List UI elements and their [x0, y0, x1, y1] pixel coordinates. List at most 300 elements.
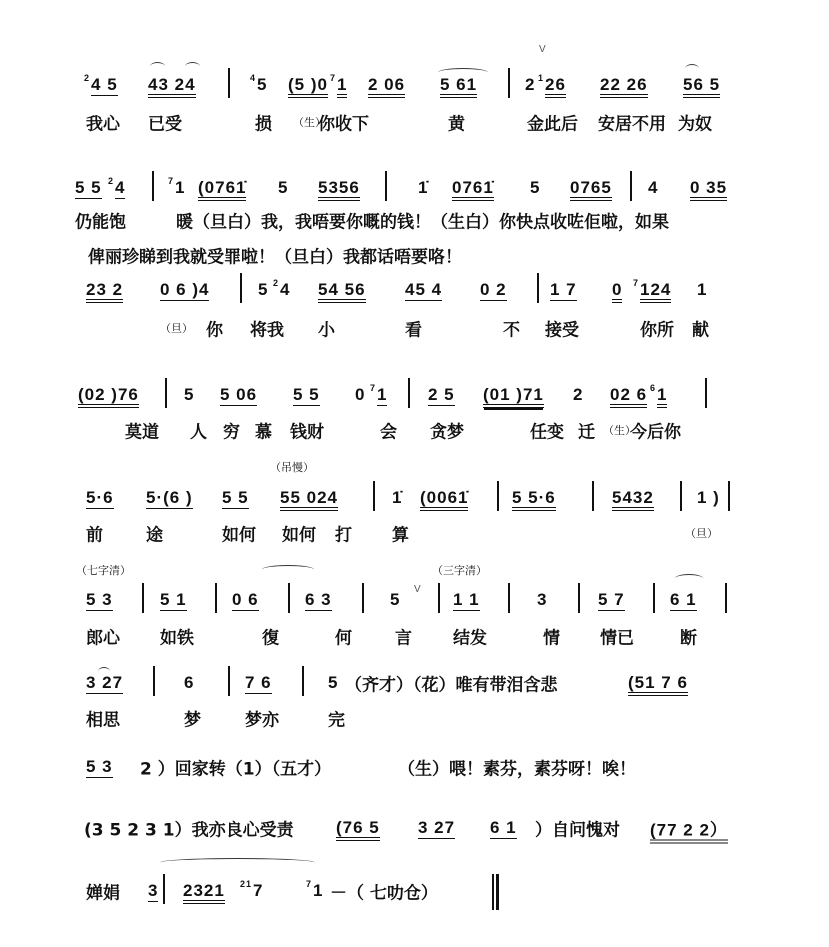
note-group	[453, 590, 480, 610]
note-group	[245, 673, 272, 693]
bar-line	[508, 68, 510, 98]
lyric-text	[88, 243, 462, 268]
slur-mark	[675, 574, 703, 583]
segment-text: 0 2	[480, 280, 507, 299]
segment-text: 45 4	[405, 280, 443, 299]
segment-text: （生）喂！素芬，素芬呀！唉！	[398, 759, 636, 780]
lyric-text	[160, 624, 194, 649]
segment-text: 打	[335, 525, 352, 546]
grace-note: 7	[306, 879, 313, 889]
segment-text: (3 5 2 3 1）我亦良心受责	[84, 820, 294, 841]
segment-text: 3	[537, 590, 548, 609]
segment-text: 梦亦	[245, 710, 279, 731]
segment-text: 5 7	[598, 590, 625, 609]
lyric-text	[176, 208, 669, 233]
bar-line	[302, 666, 304, 696]
segment-text: 5 3	[86, 590, 113, 609]
note-group	[525, 75, 535, 95]
lyric-text	[685, 525, 718, 541]
bar-line	[438, 583, 440, 613]
note-group	[483, 385, 544, 405]
note-group	[306, 881, 323, 901]
segment-text: 结发	[453, 628, 487, 649]
segment-text: 5 5·6	[512, 488, 556, 511]
bar-line	[680, 481, 682, 511]
bar-line	[163, 874, 165, 904]
segment-text: 黄	[448, 114, 465, 135]
lyric-text	[290, 418, 324, 443]
segment-text: 钱财	[290, 422, 324, 443]
segment-text: 1	[697, 280, 708, 299]
segment-text: 我心	[86, 114, 120, 135]
segment-text: 途	[146, 525, 163, 546]
note-group	[330, 75, 347, 95]
note-group	[240, 881, 263, 901]
grace-note: 2	[273, 278, 280, 288]
segment-text: (01 )71	[483, 385, 544, 408]
lyric-text	[255, 418, 272, 443]
note-group	[86, 280, 123, 300]
segment-text: 5 3	[86, 757, 113, 776]
segment-text: 3 27	[86, 673, 124, 692]
slur-mark	[438, 68, 488, 77]
segment-text: (0761̇	[198, 178, 246, 201]
note-group	[633, 280, 671, 300]
note-group	[222, 488, 249, 508]
lyric-text	[640, 316, 674, 341]
segment-text: 完	[328, 710, 345, 731]
segment-text: 安居不用	[598, 114, 666, 135]
bar-line	[153, 666, 155, 696]
segment-text: 你	[206, 320, 223, 341]
segment-text: 如铁	[160, 628, 194, 649]
lyric-text	[335, 521, 352, 546]
segment-text: 54 56	[318, 280, 366, 303]
segment-text: 0765	[570, 178, 612, 201]
bar-line	[630, 171, 632, 201]
note-group	[86, 757, 113, 777]
breath-mark-icon: V	[414, 584, 421, 595]
note-group	[420, 488, 468, 508]
grace-note: 2	[84, 73, 91, 83]
segment-text: 1 1	[453, 590, 480, 609]
segment-text: 今后你	[630, 422, 681, 443]
segment-text: （齐才）（花）唯有带泪含悲	[345, 675, 558, 696]
segment-text: 2	[573, 385, 584, 404]
note-group	[288, 75, 328, 95]
note-group	[537, 590, 547, 610]
bar-line	[228, 68, 230, 98]
note-group	[612, 280, 622, 300]
note-group	[490, 818, 517, 838]
note-group	[390, 590, 400, 610]
bar-line	[578, 583, 580, 613]
lyric-text	[282, 521, 316, 546]
note-group	[405, 280, 442, 300]
note-group	[650, 385, 667, 405]
segment-text: 6	[184, 673, 195, 692]
segment-text: 1	[377, 385, 388, 404]
note-group	[628, 673, 688, 693]
lyric-text	[678, 110, 712, 135]
lyric-text	[86, 706, 120, 731]
note-group	[305, 590, 332, 610]
segment-text: 你所	[640, 320, 674, 341]
segment-text: 1	[657, 385, 667, 408]
segment-text: 1	[337, 75, 347, 98]
segment-text: 献	[692, 320, 709, 341]
segment-text: 7 6	[245, 673, 272, 692]
segment-text: －（ 七叻仓）	[330, 883, 438, 904]
segment-text: 4	[280, 280, 291, 299]
note-group	[610, 385, 647, 405]
note-group	[612, 488, 654, 508]
grace-note: 7	[330, 73, 337, 83]
lyric-text	[125, 418, 159, 443]
segment-text: 人	[190, 422, 207, 443]
lyric-text	[543, 624, 560, 649]
segment-text: 4	[648, 178, 659, 197]
lyric-text	[222, 521, 256, 546]
segment-text: (5 )0	[288, 75, 328, 98]
bar-line	[385, 171, 387, 201]
segment-text: 损	[255, 114, 272, 135]
lyric-text	[448, 110, 465, 135]
note-group	[355, 385, 365, 405]
note-group	[148, 75, 196, 95]
grace-note: 7	[633, 278, 640, 288]
lyric-text	[335, 624, 352, 649]
segment-text: (77 2 2）	[650, 821, 728, 844]
segment-text: 0	[612, 280, 622, 303]
segment-text: 迁	[578, 422, 595, 443]
segment-text: （生）	[293, 116, 326, 129]
note-group	[250, 75, 267, 95]
note-group	[550, 280, 577, 300]
lyric-text	[630, 418, 681, 443]
segment-text: 莫道	[125, 422, 159, 443]
note-group	[697, 280, 707, 300]
note-group	[86, 673, 123, 693]
note-group	[697, 488, 720, 508]
segment-text: 已受	[148, 114, 182, 135]
segment-text: (51 7 6	[628, 673, 688, 696]
segment-text: 如何	[222, 525, 256, 546]
segment-text: 0761̇	[452, 178, 494, 201]
note-group	[440, 75, 477, 95]
segment-text: 郎心	[86, 628, 120, 649]
segment-text: 2 ）回家转（1）（五才）	[140, 759, 332, 780]
segment-text: 俾丽珍睇到我就受罪啦！（旦白）我都话唔要咯！	[88, 247, 462, 268]
segment-text: 5	[278, 178, 289, 197]
segment-text: 会	[380, 422, 397, 443]
segment-text: 慕	[255, 422, 272, 443]
segment-text: 1̇	[418, 178, 429, 197]
lyric-text	[530, 418, 564, 443]
segment-text: ）自问愧对	[535, 820, 620, 841]
segment-text: 金此后	[527, 114, 578, 135]
segment-text: 6 1	[490, 818, 517, 837]
segment-text: 暖（旦白）我，我唔要你嘅的钱！（生白）你快点收咗佢啦，如果	[176, 212, 669, 233]
lyric-text	[430, 418, 464, 443]
bar-line	[362, 583, 364, 613]
segment-text: 55 024	[280, 488, 338, 511]
bar-line	[142, 583, 144, 613]
segment-text: （旦）	[685, 527, 718, 540]
lyric-text	[140, 755, 331, 780]
segment-text: 5	[328, 673, 339, 692]
segment-text: 梦	[184, 710, 201, 731]
note-group	[318, 280, 366, 300]
lyric-text	[86, 110, 120, 135]
lyric-text	[527, 110, 578, 135]
segment-text: 0 6 )4	[160, 280, 210, 299]
segment-text: 1 )	[697, 488, 720, 507]
segment-text: （旦）	[160, 322, 193, 335]
lyric-text	[680, 624, 697, 649]
note-group	[418, 178, 428, 198]
segment-text: 124	[640, 280, 671, 303]
bar-line	[240, 273, 242, 303]
note-group	[428, 385, 455, 405]
performance-annotation	[432, 562, 487, 578]
note-group	[184, 385, 194, 405]
segment-text: 仍能饱	[75, 212, 126, 233]
segment-text: 4 5	[91, 75, 118, 94]
bar-line	[653, 583, 655, 613]
segment-text: 5432	[612, 488, 654, 511]
segment-text: 23 2	[86, 280, 123, 303]
bar-line	[508, 583, 510, 613]
lyric-text	[75, 208, 126, 233]
segment-text: (0061̇	[420, 488, 468, 511]
lyric-text	[148, 110, 182, 135]
lyric-text	[86, 521, 103, 546]
note-group	[512, 488, 556, 508]
lyric-text	[330, 879, 438, 904]
note-group	[598, 590, 625, 610]
segment-text: 復	[262, 628, 279, 649]
segment-text: 5 5	[293, 385, 320, 404]
segment-text: 任变	[530, 422, 564, 443]
lyric-text	[380, 418, 397, 443]
segment-text: （七字清）	[76, 564, 131, 577]
segment-text: （吊慢）	[270, 461, 314, 474]
note-group	[75, 178, 102, 198]
segment-text: 穷	[223, 422, 240, 443]
performance-annotation	[76, 562, 131, 578]
lyric-text	[398, 755, 636, 780]
segment-text: 看	[405, 320, 422, 341]
lyric-text	[262, 624, 279, 649]
segment-text: 小	[318, 320, 335, 341]
note-group	[183, 881, 225, 901]
segment-text: (76 5	[336, 818, 380, 841]
slur-mark	[685, 64, 699, 73]
bar-line	[228, 666, 230, 696]
slur-mark	[98, 667, 110, 676]
note-group	[336, 818, 380, 838]
lyric-text	[405, 316, 422, 341]
bar-line	[288, 583, 290, 613]
segment-text: 为奴	[678, 114, 712, 135]
lyric-text	[84, 816, 294, 841]
segment-text: (02 )76	[78, 385, 139, 408]
slur-mark	[160, 858, 315, 867]
segment-text: 1̇	[392, 488, 403, 507]
note-group	[84, 75, 118, 95]
segment-text: 将我	[250, 320, 284, 341]
grace-note: 21	[240, 879, 253, 889]
segment-text: 断	[680, 628, 697, 649]
segment-text: 2	[525, 75, 536, 94]
note-group	[148, 881, 158, 901]
segment-text: 5 5	[75, 178, 102, 197]
segment-text: 情	[543, 628, 560, 649]
segment-text: 你收下	[318, 114, 369, 135]
lyric-text	[395, 624, 412, 649]
segment-text: 5	[390, 590, 401, 609]
segment-text: 5·(6 )	[146, 488, 193, 507]
note-group	[78, 385, 139, 405]
slur-mark	[185, 62, 200, 71]
segment-text: 2 06	[368, 75, 405, 98]
segment-text: 7	[253, 881, 264, 900]
lyric-text	[245, 706, 279, 731]
segment-text: 相思	[86, 710, 120, 731]
grace-note: 4	[250, 73, 257, 83]
note-group	[670, 590, 697, 610]
note-group	[160, 590, 187, 610]
note-group	[573, 385, 583, 405]
segment-text: 3 27	[418, 818, 456, 837]
segment-text: 4	[115, 178, 126, 197]
note-group	[570, 178, 612, 198]
note-group	[650, 816, 728, 841]
note-group	[690, 178, 727, 198]
segment-text: 6 1	[670, 590, 697, 609]
bar-line	[165, 378, 167, 408]
lyric-text	[86, 879, 120, 904]
note-group	[146, 488, 193, 508]
segment-text: 贪梦	[430, 422, 464, 443]
note-group	[108, 178, 125, 198]
segment-text: 5·6	[86, 488, 114, 507]
note-group	[452, 178, 494, 198]
lyric-text	[692, 316, 709, 341]
segment-text: 接受	[545, 320, 579, 341]
bar-line	[496, 874, 499, 910]
note-group	[280, 488, 338, 508]
segment-text: 5	[258, 280, 269, 299]
segment-text: 如何	[282, 525, 316, 546]
note-group	[258, 280, 268, 300]
segment-text: 5 1	[160, 590, 187, 609]
bar-line	[152, 171, 154, 201]
lyric-text	[453, 624, 487, 649]
segment-text: 5	[184, 385, 195, 404]
bar-line	[592, 481, 594, 511]
note-group	[392, 488, 402, 508]
grace-note: 2	[108, 176, 115, 186]
segment-text: 何	[335, 628, 352, 649]
note-group	[184, 673, 194, 693]
lyric-text	[223, 418, 240, 443]
segment-text: （三字清）	[432, 564, 487, 577]
lyric-text	[255, 110, 272, 135]
segment-text: 情已	[600, 628, 634, 649]
segment-text: 5 61	[440, 75, 477, 98]
note-group	[418, 818, 455, 838]
note-group	[370, 385, 387, 405]
lyric-text	[206, 316, 223, 341]
note-group	[220, 385, 257, 405]
note-group	[160, 280, 209, 300]
grace-note: 6	[650, 383, 657, 393]
note-group	[318, 178, 360, 198]
slur-mark	[150, 62, 165, 71]
segment-text: 不	[503, 320, 520, 341]
grace-note: 7	[370, 383, 377, 393]
note-group	[168, 178, 185, 198]
segment-text: 26	[545, 75, 566, 98]
note-group	[480, 280, 507, 300]
bar-line	[705, 378, 707, 408]
note-group	[273, 280, 290, 300]
segment-text: 0 6	[232, 590, 259, 609]
lyric-text	[345, 671, 558, 696]
lyric-text	[578, 418, 595, 443]
note-group	[278, 178, 288, 198]
lyric-text	[250, 316, 284, 341]
segment-text: 22 26	[600, 75, 648, 98]
segment-text: 算	[392, 525, 409, 546]
lyric-text	[600, 624, 634, 649]
note-group	[293, 385, 320, 405]
note-group	[86, 488, 114, 508]
note-group	[683, 75, 720, 95]
segment-text: 0	[355, 385, 366, 404]
segment-text: 5356	[318, 178, 360, 201]
note-group	[368, 75, 405, 95]
bar-line	[725, 583, 727, 613]
segment-text: 6 3	[305, 590, 332, 609]
breath-mark-icon: V	[539, 44, 546, 55]
lyric-text	[86, 624, 120, 649]
grace-note: 7	[168, 176, 175, 186]
segment-text: 婵娟	[86, 883, 120, 904]
note-group	[648, 178, 658, 198]
segment-text: 5	[257, 75, 268, 94]
segment-text: 5 06	[220, 385, 258, 404]
segment-text: 言	[395, 628, 412, 649]
segment-text: 5	[530, 178, 541, 197]
segment-text: 2321	[183, 881, 225, 904]
lyric-text	[503, 316, 520, 341]
bar-line	[497, 481, 499, 511]
note-group	[86, 590, 113, 610]
note-group	[328, 673, 338, 693]
note-group	[538, 75, 566, 95]
bar-line	[537, 273, 539, 303]
segment-text: 1	[175, 178, 186, 197]
segment-text: 3	[148, 881, 159, 900]
lyric-text	[160, 320, 193, 336]
lyric-text	[146, 521, 163, 546]
lyric-text	[318, 110, 369, 135]
performance-annotation	[270, 459, 314, 475]
segment-text: 前	[86, 525, 103, 546]
